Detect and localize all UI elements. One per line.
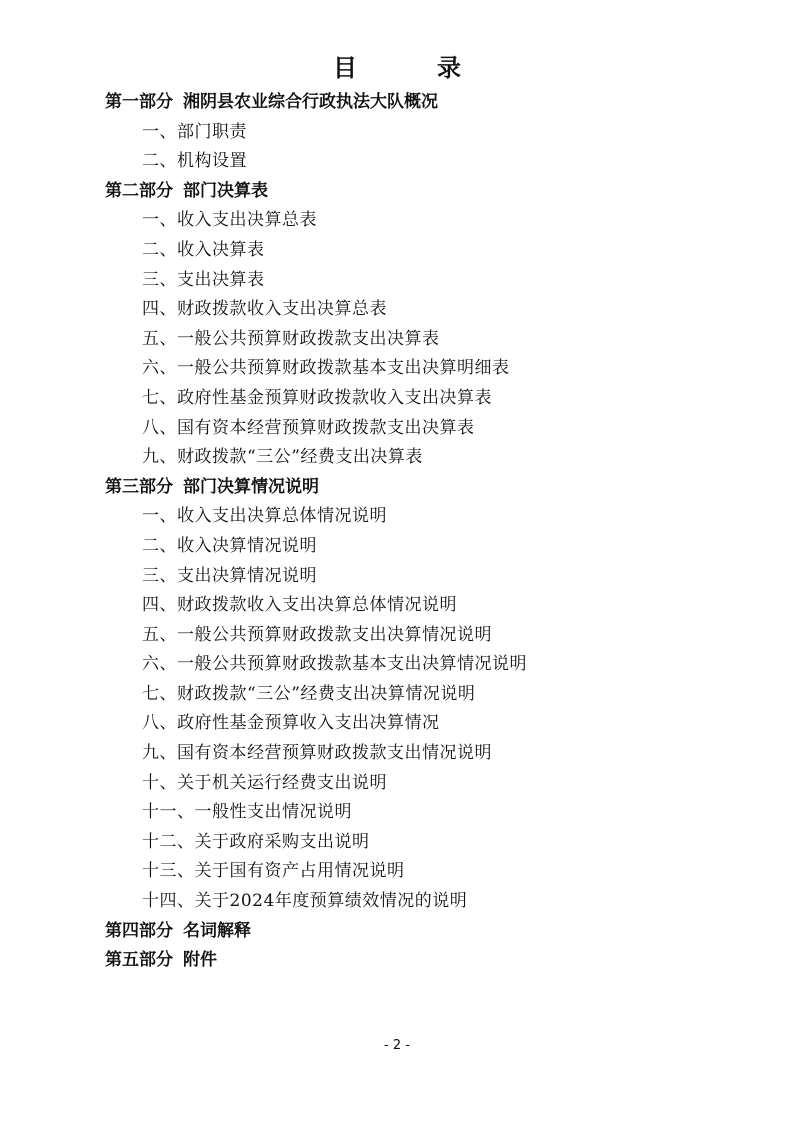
page-number: - 2 - — [384, 1038, 410, 1053]
toc-item: 八、政府性基金预算收入支出决算情况 — [142, 713, 440, 734]
toc-item: 五、一般公共预算财政拨款支出决算情况说明 — [142, 624, 492, 645]
toc-part-title: 名词解释 — [183, 920, 251, 941]
toc-part-title: 湘阴县农业综合行政执法大队概况 — [183, 92, 438, 112]
toc-item: 一、收入支出决算总表 — [142, 210, 317, 231]
toc-part-heading — [105, 917, 745, 947]
toc-item: 一、收入支出决算总体情况说明 — [142, 506, 387, 527]
toc-item: 九、财政拨款“三公”经费支出决算表 — [142, 447, 423, 468]
toc-item: 六、一般公共预算财政拨款基本支出决算情况说明 — [142, 654, 527, 675]
toc-item: 七、政府性基金预算财政拨款收入支出决算表 — [142, 387, 492, 408]
toc-item: 四、财政拨款收入支出决算总体情况说明 — [142, 595, 457, 616]
toc-item: 九、国有资本经营预算财政拨款支出情况说明 — [142, 743, 492, 764]
toc-item: 三、支出决算情况说明 — [142, 565, 317, 586]
table-of-contents — [105, 88, 745, 976]
toc-part-title: 部门决算表 — [183, 180, 268, 201]
toc-item: 七、财政拨款“三公”经费支出决算情况说明 — [142, 683, 476, 704]
toc-item: 十三、关于国有资产占用情况说明 — [142, 861, 405, 882]
toc-part-heading — [105, 946, 745, 976]
toc-part-number: 第二部分 — [105, 180, 173, 201]
toc-item: 八、国有资本经营预算财政拨款支出决算表 — [142, 417, 475, 438]
toc-item: 五、一般公共预算财政拨款支出决算表 — [142, 328, 440, 349]
toc-item: 六、一般公共预算财政拨款基本支出决算明细表 — [142, 358, 510, 379]
toc-item: 三、支出决算表 — [142, 269, 265, 290]
toc-part-title: 附件 — [183, 950, 217, 971]
toc-part-heading — [105, 177, 745, 207]
toc-part-title: 部门决算情况说明 — [183, 476, 319, 497]
toc-part-heading — [105, 88, 745, 118]
toc-part-number: 第五部分 — [105, 950, 173, 971]
toc-item: 二、收入决算情况说明 — [142, 535, 317, 556]
toc-item: 一、部门职责 — [142, 121, 247, 142]
toc-item: 十、关于机关运行经费支出说明 — [142, 772, 387, 793]
toc-part-number: 第三部分 — [105, 476, 173, 497]
toc-part-number: 第一部分 — [105, 92, 173, 112]
toc-part-heading — [105, 473, 745, 503]
page-title: 目 录 — [333, 53, 489, 82]
toc-item: 二、收入决算表 — [142, 239, 265, 260]
toc-item: 四、财政拨款收入支出决算总表 — [142, 299, 387, 320]
toc-item: 十二、关于政府采购支出说明 — [142, 831, 370, 852]
toc-item: 二、机构设置 — [142, 151, 247, 172]
toc-item: 十一、一般性支出情况说明 — [142, 802, 352, 823]
toc-part-number: 第四部分 — [105, 920, 173, 941]
toc-item: 十四、关于2024年度预算绩效情况的说明 — [142, 891, 468, 912]
